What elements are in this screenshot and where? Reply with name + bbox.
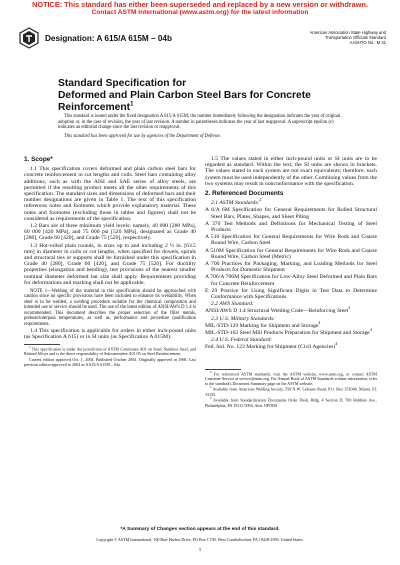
federal-standard-label: 2.4 U.S. Federal Standard: [211,337,273,344]
title-line-3: Reinforcement [58,102,131,113]
footnote-4: $^4$ Available from Standardization Documents Order Desk, Bldg. 4 Section D, 700 Robbins Ave., Philadelphia, PA 19111-5094, Attn: NPODS. [205,396,377,408]
astm-footnote-mark: 2 [259,197,262,203]
org-line-2: Transportation Officials Standard [325,35,386,41]
page-number: 1 [198,548,202,553]
aashto-designation [268,30,386,45]
dod-approval-note: This standard has been approved for use by agencies of the Department of Defense. [64,134,221,140]
astm-logo-icon [19,27,39,49]
ref-a706: A 706/A 706M Specification for Low-Alloy Steel Deformed and Plain Bars for Concrete Reinforcement [205,274,377,287]
title-line-2: Deformed and Plain Carbon Steel Bars for Concrete [58,90,311,101]
ref-aws-d1-4: ANSI/AWS D 1.4 Structural Welding Code—Reinforcing Steel$^3$ [205,305,351,315]
summary-of-changes-note: *A Summary of Changes section appears at the end of this standard. [120,527,280,532]
footnote-1-mark: 1 [29,345,31,350]
footnote-1 [24,347,196,357]
ref-a370: A 370 Test Methods and Definitions for Mechanical Testing of Steel Products [205,220,377,234]
mil1-footnote-mark: 4 [318,320,321,325]
left-column [24,156,196,369]
ref-e29: E 29 Practice for Using Significant Digits in Test Data to Determine Conformance with Specifications [205,287,377,301]
designation: Designation: A 615/A 615M – 04b [45,34,172,43]
referenced-documents-heading: 2. Referenced Documents [205,190,284,198]
copyright-line: Copyright © ASTM International, 100 Barr Harbor Drive, PO Box C700, West Conshohocken, PA 19428-2959, United States. [96,537,304,542]
ref-a510m: A 510M Specification for General Requirements for Wire Rods and Coarse Round Wire, Carbon Steel (Metric) [205,247,377,260]
aws-standard-label: 2.2 AWS Standard: [211,301,254,308]
paragraph-1-5: 1.5 The values stated in either inch-pound units or SI units are to be regarded as standard. Within the text, the SI units are shown in brackets. The values stated in each system are not exact equivalents; therefore, each system must be used independently of the other. Combining values from the two systems may result in nonconformance with the specification. [205,156,377,187]
scope-heading: 1. Scope* [24,156,53,163]
paragraph-1-2: 1.2 Bars are of three minimum yield levels: namely, 40 000 [280 MPa], 60 000 [420 MPa], and 75 000 psi [520 MPa], designated as Grade 40 [280], Grade 60 [420], and Grade 75 [520], respectively. [24,223,196,242]
footnote-2: $^2$ For referenced ASTM standards, visit the ASTM website, www.astm.org, or contact ASTM Customer Service at service@astm.org. For Annual Book of ASTM Standards volume information, refer to the standard's Document Summary page on the ASTM website. [205,369,377,386]
org-line-1: American Association State Highway and [309,30,386,35]
military-standards-label: 2.3 U.S. Military Standards: [211,315,276,322]
title-line-1: Standard Specification for [58,78,187,89]
supersede-notice [0,1,400,17]
mil2-footnote-mark: 4 [369,327,372,333]
paragraph-1-1: 1.1 This specification covers deformed and plain carbon steel bars for concrete reinforcement in cut lengths and coils. Steel bars containing alloy additions, such as with the AISI and SAE series of alloy steels, are permitted if the resulting product meets all the other requirements of this specification. The standard sizes and dimensions of deformed bars and their number designations are given in Table 1. The text of this specification references notes and footnotes which provide explanatory material. These notes and footnotes (excluding those in tables and figures) shall not be considered as requirements of the specification. [24,166,196,222]
fed1-footnote-mark: 4 [335,341,338,347]
paragraph-1-3: 1.3 Hot-rolled plain rounds, in sizes up to and including 2 ½ in. [63.5 mm] in diameter in coils or cut lengths, when specified for dowels, spirals and structural ties or supports shall be furnished under this specification in Grade 40 [280], Grade 60 [420], and Grade 75 [520]. For ductility properties (elongation and bending), test provisions of the nearest smaller nominal diameter deformed bar size shall apply. Requirements providing for deformations and marking shall not be applicable. [24,242,196,286]
notice-line-2: Contact ASTM International (www.astm.org) for the latest information [91,9,309,17]
footnote-3: $^3$ Available from American Welding Society, 550 N.W. LeJeune Road, P.O. Box 351040, Miami, FL 33135. [205,385,377,397]
footnote-1-text: This specification is under the jurisdiction of ASTM Committee A01 on Steel, Stainless Steel, and Related Alloys and is the direct responsibility of Subcommittee A01.05 on Steel Reinforcement. [24,346,197,357]
paragraph-1-4: 1.4 This specification is applicable for orders in either inch-pound units (as Specification A 615) or in SI units (as Specification A 615M). [24,327,196,341]
ref-a6: A 6/A 6M Specification for General Requirements for Rolled Structural Steel Bars, Plates, Shapes, and Sheet Piling [205,207,377,220]
footnote-1-current-edition: Current edition approved Oct. 1, 2004. Published October 2004. Originally approved in 1968. Last previous edition approved in 2004 as A 615/A 615M – 04a. [24,357,196,368]
notice-line-1: NOTICE: This standard has either been superseded and replaced by a new version or withdrawn. [32,0,368,9]
issuance-statement [58,114,348,140]
ref-mil-std-129: MIL-STD-129 Marking for Shipment and Storage$^4$ [205,320,321,329]
document-title [58,78,348,114]
ref-fed-std-123: Fed. Std. No. 123 Marking for Shipment (Civil Agencies)$^4$ [205,341,338,351]
ref-a510: A 510 Specification for General Requirements for Wire Rods and Coarse Round Wire, Carbon Steel [205,234,377,247]
ref-a700: A 700 Practices for Packaging, Marking, and Loading Methods for Steel Products for Domestic Shipment [205,261,377,274]
title-footnote-mark: 1 [130,101,134,108]
astm-standards-label: 2.1 ASTM Standards:$^2$ [211,197,262,207]
note-1: NOTE 1—Welding of the material in this specification should be approached with caution since no specific provisions have been included to enhance its weldability. When steel is to be welded, a welding procedure suitable for the chemical composition and intended use or service should be used. The use of the latest edition of ANSI/AWS D 1.4 is recommended. This document describes the proper selection of the filler metals, preheat/interpass temperatures, as well as, performance and procedure qualification requirements. [24,289,196,327]
right-column [205,156,377,409]
org-line-3: AASHTO No.: M 31 [349,40,386,46]
issued-note: This standard is issued under the fixed designation A 615/A 615M; the number immediately following the designation indicates the year of original adoption or, in the case of revision, the year of last revision. A number in parentheses indicates the year of last reapproval. A superscript epsilon (ε) indicates an editorial change since the last revision or reapproval. [58,114,341,131]
ref-mil-std-163: MIL-STD-163 Steel Mill Products Preparation for Shipment and Storage$^4$ [205,327,372,337]
aws-footnote-mark: 3 [348,305,351,311]
